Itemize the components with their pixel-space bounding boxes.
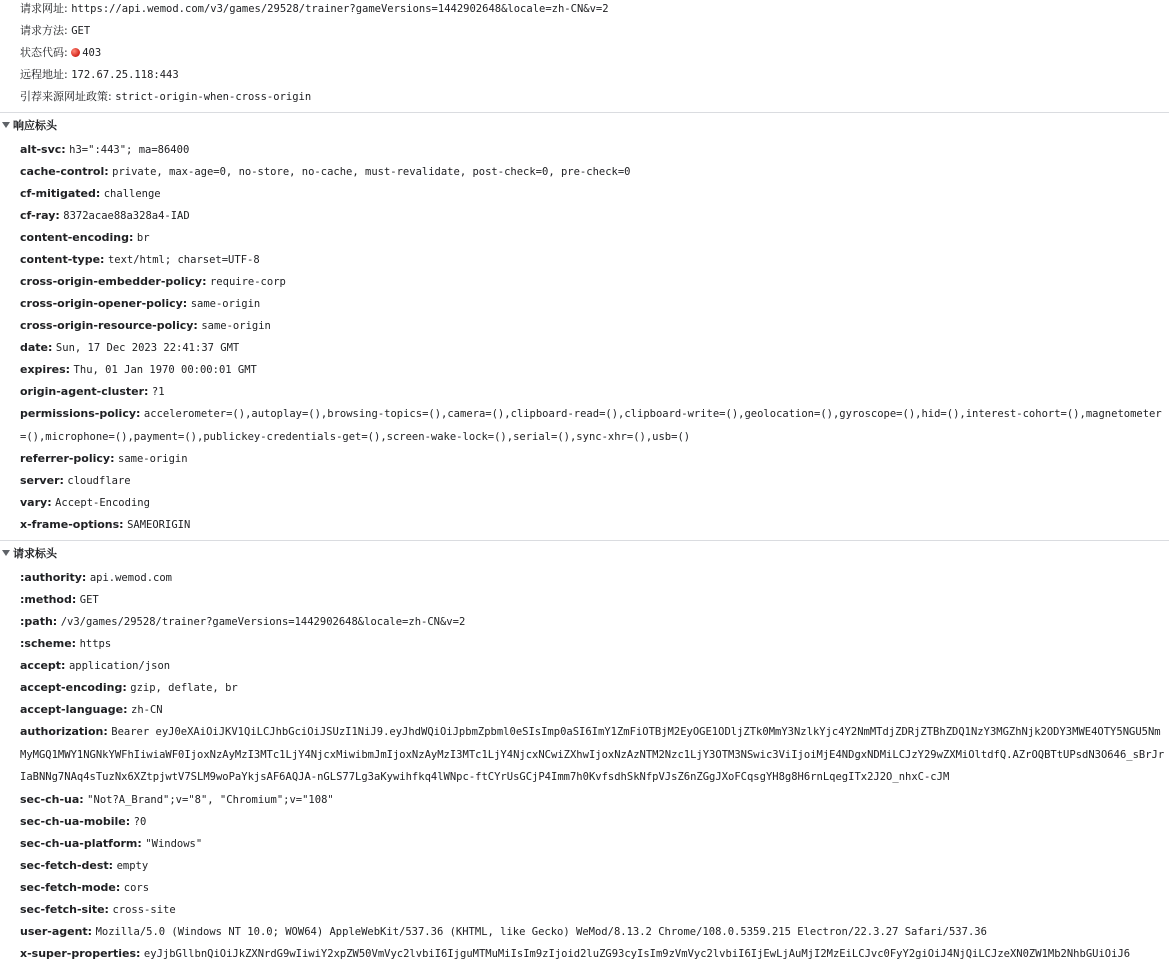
header-name: user-agent: bbox=[20, 924, 93, 938]
header-value[interactable]: GET bbox=[79, 594, 99, 606]
header-value[interactable]: br bbox=[136, 232, 150, 244]
header-name: sec-ch-ua-mobile: bbox=[20, 814, 131, 828]
header-row[interactable] bbox=[0, 139, 1169, 161]
request-method-label: 请求方法: bbox=[20, 24, 68, 37]
header-value[interactable]: Bearer eyJ0eXAiOiJKV1QiLCJhbGciOiJSUzI1NiJ9.eyJhdWQiOiJpbmZpbml0eSIsImp0aSI6ImY1ZmFiOTBjM2EyOGE1ODljZTk0MmY3NzlkYjc4Y2NmMTdjZDRjZTBhZDQ1NzY3MGZhNjk2ODY3MWE4OTY5NGU5NmMyMGQ1MWY1NGNkYWFhIiwiaWF0IjoxNzAyMzI3MTc1LjY4NjcxMiwibmJmIjoxNzAyMzI3MTc1LjY4NjcxNCwiZXhwIjoxNzAzNTM2Nzc1LjY3OTM3NSwic3ViIjoiMjE4NDgxNDMiLCJzY29wZXMiOltdfQ.AZrOQBTtUPsdN3O646_sBrJrIaBNNg7NAq4sTuzNx6XZtpjwtV7SLM9woPaYkjsAF6AQJA-nGLS77Lg3aKywihfkq4lWNpc-ftCYrUsGCjP4Imm7h0KvfsdhSkNfpVJsZ6nZGgJXoFCqsgYH8g8H6rnLqegITx2J2O_nhxC-cJM bbox=[20, 726, 1165, 783]
header-row[interactable] bbox=[0, 514, 1169, 536]
header-value[interactable]: application/json bbox=[68, 660, 171, 672]
remote-address-value[interactable]: 172.67.25.118:443 bbox=[71, 69, 179, 81]
request-headers-toggle[interactable] bbox=[0, 540, 1169, 567]
header-name: :method: bbox=[20, 593, 77, 606]
referrer-policy-label: 引荐来源网址政策: bbox=[20, 90, 112, 103]
remote-address-row[interactable] bbox=[0, 64, 1169, 86]
header-value[interactable]: private, max-age=0, no-store, no-cache, must-revalidate, post-check=0, pre-check=0 bbox=[112, 166, 631, 178]
header-name: cross-origin-resource-policy: bbox=[20, 319, 198, 332]
header-name: origin-agent-cluster: bbox=[20, 385, 149, 398]
header-row[interactable] bbox=[0, 567, 1169, 589]
header-row[interactable] bbox=[0, 633, 1169, 655]
header-value[interactable]: gzip, deflate, br bbox=[130, 682, 238, 694]
header-row[interactable] bbox=[0, 877, 1169, 899]
header-row[interactable] bbox=[0, 943, 1169, 961]
triangle-down-icon bbox=[2, 122, 10, 128]
header-row[interactable] bbox=[0, 855, 1169, 877]
header-value[interactable]: cloudflare bbox=[67, 475, 131, 487]
header-value[interactable]: Accept-Encoding bbox=[55, 497, 150, 509]
request-method-row[interactable] bbox=[0, 20, 1169, 42]
header-name: expires: bbox=[20, 363, 71, 376]
header-name: x-super-properties: bbox=[20, 946, 141, 960]
header-name: cache-control: bbox=[20, 165, 109, 178]
header-row[interactable] bbox=[0, 811, 1169, 833]
header-name: sec-fetch-mode: bbox=[20, 880, 121, 894]
status-code-value[interactable]: 403 bbox=[82, 47, 102, 59]
header-row[interactable] bbox=[0, 899, 1169, 921]
header-value[interactable]: same-origin bbox=[190, 298, 261, 310]
header-row[interactable] bbox=[0, 249, 1169, 271]
header-value[interactable]: cors bbox=[123, 881, 150, 894]
status-code-label: 状态代码: bbox=[20, 46, 68, 59]
status-code-row[interactable] bbox=[0, 42, 1169, 64]
header-value[interactable]: text/html; charset=UTF-8 bbox=[107, 254, 260, 266]
header-row[interactable] bbox=[0, 359, 1169, 381]
header-value[interactable]: "Windows" bbox=[145, 837, 203, 850]
triangle-down-icon bbox=[2, 550, 10, 556]
header-row[interactable] bbox=[0, 205, 1169, 227]
header-name: sec-ch-ua: bbox=[20, 792, 84, 806]
header-value[interactable]: Thu, 01 Jan 1970 00:00:01 GMT bbox=[73, 364, 257, 376]
header-name: :authority: bbox=[20, 571, 87, 584]
header-value[interactable]: require-corp bbox=[209, 276, 286, 288]
header-row[interactable] bbox=[0, 492, 1169, 514]
header-row[interactable] bbox=[0, 677, 1169, 699]
header-value[interactable]: same-origin bbox=[118, 453, 188, 465]
header-name: authorization: bbox=[20, 725, 108, 738]
header-value[interactable]: Mozilla/5.0 (Windows NT 10.0; WOW64) AppleWebKit/537.36 (KHTML, like Gecko) WeMod/8.13.2 Chrome/108.0.5359.215 Electron/22.3.27 Safari/537.36 bbox=[95, 925, 987, 938]
header-row[interactable] bbox=[0, 655, 1169, 677]
referrer-policy-row[interactable] bbox=[0, 86, 1169, 108]
header-name: :scheme: bbox=[20, 637, 77, 650]
header-value[interactable]: zh-CN bbox=[131, 704, 163, 716]
header-value[interactable]: eyJjbGllbnQiOiJkZXNrdG9wIiwiY2xpZW50VmVyc2lvbiI6IjguMTMuMiIsIm9zIjoid2luZG93cyIsIm9zVmVyc2lvbiI6IjEwLjAuMjI2MzEiLCJvc0FyY2giOiJ4NjQiLCJzeXN0ZW1Mb2NhbGUiOiJ6 bbox=[143, 947, 1131, 960]
header-name: server: bbox=[20, 474, 64, 487]
header-name: accept-encoding: bbox=[20, 681, 127, 694]
referrer-policy-value[interactable]: strict-origin-when-cross-origin bbox=[115, 91, 312, 103]
header-name: x-frame-options: bbox=[20, 518, 124, 531]
header-value[interactable]: empty bbox=[116, 859, 149, 872]
header-name: accept-language: bbox=[20, 703, 128, 716]
header-value[interactable]: /v3/games/29528/trainer?gameVersions=1442902648&locale=zh-CN&v=2 bbox=[60, 616, 466, 628]
header-name: sec-ch-ua-platform: bbox=[20, 836, 142, 850]
header-name: vary: bbox=[20, 496, 52, 509]
header-row[interactable] bbox=[0, 470, 1169, 492]
header-name: content-encoding: bbox=[20, 231, 134, 244]
request-url-label: 请求网址: bbox=[20, 2, 68, 15]
response-headers-toggle[interactable] bbox=[0, 112, 1169, 139]
request-url-value[interactable]: https://api.wemod.com/v3/games/29528/trainer?gameVersions=1442902648&locale=zh-CN&v=2 bbox=[71, 3, 609, 15]
header-row[interactable] bbox=[0, 448, 1169, 470]
header-row[interactable] bbox=[0, 337, 1169, 359]
response-headers-list bbox=[0, 139, 1169, 536]
header-row[interactable] bbox=[0, 611, 1169, 633]
header-row[interactable] bbox=[0, 183, 1169, 205]
header-name: :path: bbox=[20, 615, 58, 628]
response-headers-title: 响应标头 bbox=[13, 119, 57, 132]
header-name: sec-fetch-dest: bbox=[20, 858, 114, 872]
header-name: referrer-policy: bbox=[20, 452, 115, 465]
header-name: cf-ray: bbox=[20, 209, 60, 222]
header-value[interactable]: accelerometer=(),autoplay=(),browsing-topics=(),camera=(),clipboard-read=(),clipboard-write=(),geolocation=(),gyroscope=(),hid=(),interest-cohort=(),magnetometer=(),microphone=(),payment=(),publickey-credentials-get=(),screen-wake-lock=(),serial=(),sync-xhr=(),usb=() bbox=[20, 408, 1162, 443]
header-row[interactable] bbox=[0, 403, 1169, 448]
header-value[interactable]: cross-site bbox=[112, 903, 176, 916]
request-method-value[interactable]: GET bbox=[71, 25, 91, 37]
header-row[interactable] bbox=[0, 589, 1169, 611]
header-value[interactable]: Sun, 17 Dec 2023 22:41:37 GMT bbox=[55, 342, 240, 354]
header-row[interactable] bbox=[0, 161, 1169, 183]
header-row[interactable] bbox=[0, 381, 1169, 403]
header-name: alt-svc: bbox=[20, 143, 66, 156]
header-row[interactable] bbox=[0, 789, 1169, 811]
header-name: cross-origin-opener-policy: bbox=[20, 297, 188, 310]
header-value[interactable]: same-origin bbox=[201, 320, 271, 332]
header-name: cross-origin-embedder-policy: bbox=[20, 275, 207, 288]
remote-address-label: 远程地址: bbox=[20, 68, 68, 81]
header-value[interactable]: ?0 bbox=[133, 815, 147, 828]
header-name: cf-mitigated: bbox=[20, 187, 101, 200]
general-section bbox=[0, 0, 1169, 108]
header-name: permissions-policy: bbox=[20, 407, 141, 420]
header-value[interactable]: https bbox=[79, 638, 112, 650]
header-value[interactable]: ?1 bbox=[151, 386, 165, 398]
request-headers-list bbox=[0, 567, 1169, 961]
header-name: date: bbox=[20, 341, 53, 354]
header-name: content-type: bbox=[20, 253, 105, 266]
header-row[interactable] bbox=[0, 315, 1169, 337]
header-row[interactable] bbox=[0, 833, 1169, 855]
header-row[interactable] bbox=[0, 227, 1169, 249]
request-headers-title: 请求标头 bbox=[13, 547, 57, 560]
request-url-row[interactable] bbox=[0, 0, 1169, 20]
header-value[interactable]: SAMEORIGIN bbox=[127, 519, 191, 531]
header-row[interactable] bbox=[0, 921, 1169, 943]
header-value[interactable]: h3=":443"; ma=86400 bbox=[69, 144, 190, 156]
header-name: sec-fetch-site: bbox=[20, 902, 109, 916]
header-value[interactable]: "Not?A_Brand";v="8", "Chromium";v="108" bbox=[87, 793, 334, 806]
header-row[interactable] bbox=[0, 721, 1169, 789]
header-row[interactable] bbox=[0, 293, 1169, 315]
header-value[interactable]: 8372acae88a328a4-IAD bbox=[63, 210, 190, 222]
header-value[interactable]: api.wemod.com bbox=[89, 572, 173, 584]
header-row[interactable] bbox=[0, 699, 1169, 721]
header-value[interactable]: challenge bbox=[103, 188, 161, 200]
status-dot-icon bbox=[71, 48, 80, 57]
header-name: accept: bbox=[20, 659, 66, 672]
header-row[interactable] bbox=[0, 271, 1169, 293]
